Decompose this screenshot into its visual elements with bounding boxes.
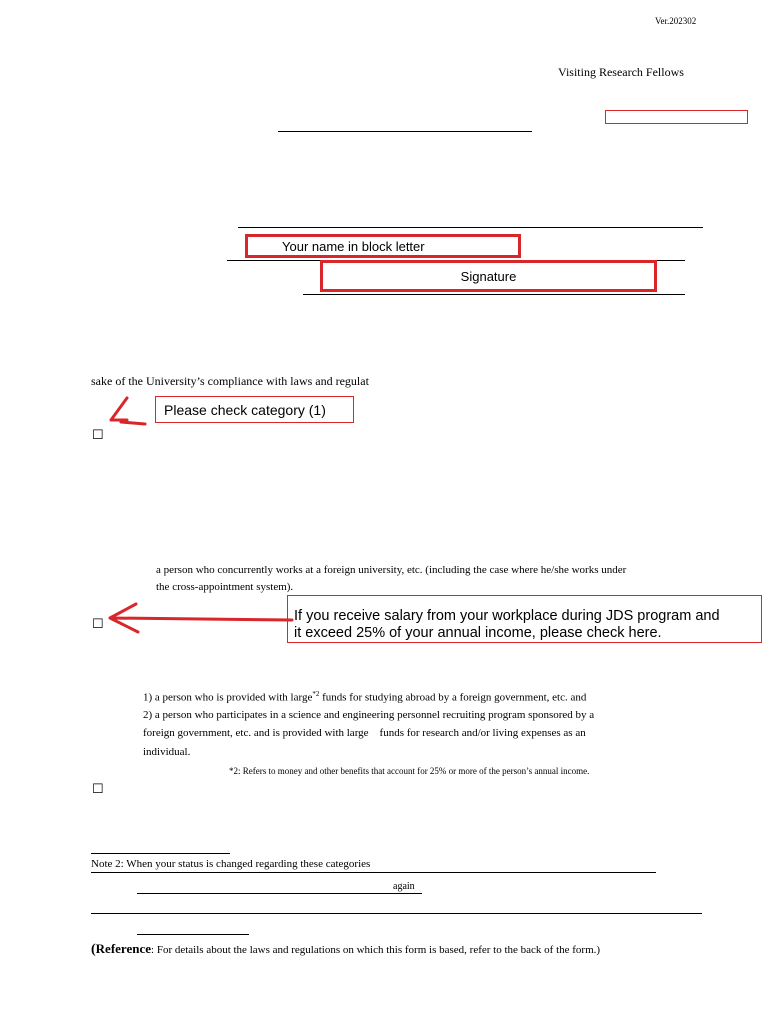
category3-item1-sup: *2 [312, 690, 320, 698]
date-field-highlight[interactable] [605, 110, 748, 124]
salary-callout-text [294, 608, 720, 642]
category1-callout-text: Please check category (1) [164, 402, 326, 418]
reference-rule [137, 934, 249, 935]
name-field-highlight[interactable] [245, 234, 521, 258]
category1-checkbox[interactable]: ☐ [92, 427, 104, 442]
salary-callout-line2: it exceed 25% of your annual income, please check here. [294, 625, 662, 641]
category2-checkbox[interactable]: ☐ [92, 616, 104, 631]
category2-text-line2: the cross-appointment system). [156, 581, 294, 593]
again-underline [137, 893, 422, 894]
name-field-label: Your name in block letter [282, 239, 425, 254]
category1-callout [155, 396, 354, 423]
note2-text: Note 2: When your status is changed regarding these categories [91, 858, 371, 870]
salary-callout-line1: If you receive salary from your workplace during JDS program and [294, 608, 720, 624]
category3-checkbox[interactable]: ☐ [92, 781, 104, 796]
reference-line [91, 941, 600, 958]
note-divider [91, 853, 230, 854]
category3-item2-line3: individual. [143, 746, 191, 758]
signature-field-highlight[interactable] [320, 260, 657, 292]
category3-item2-line1: 2) a person who participates in a science and engineering personnel recruiting program sponsored by a [143, 709, 595, 721]
section-divider [91, 913, 702, 914]
category2-text-line1: a person who concurrently works at a foreign university, etc. (including the case where he/she works under [156, 564, 627, 576]
form-type-title: Visiting Research Fellows [558, 65, 684, 79]
reference-text: : For details about the laws and regulations on which this form is based, refer to the back of the form.) [151, 944, 601, 956]
signature-line [303, 294, 685, 295]
category3-item1-a: 1) a person who is provided with large [143, 691, 313, 704]
reference-open-paren: ( [91, 942, 96, 957]
signature-field-label: Signature [460, 269, 517, 284]
note-again-text: again [393, 881, 415, 892]
category3-item1 [143, 690, 586, 704]
intro-text: sake of the University’s compliance with laws and regulat [91, 374, 369, 388]
footnote-2: *2: Refers to money and other benefits that account for 25% or more of the person’s annual income. [229, 766, 590, 776]
blank-line [278, 131, 532, 132]
arrow-left-icon [100, 600, 295, 636]
reference-label: Reference [95, 941, 152, 956]
arrow-left-icon [105, 392, 157, 428]
affiliation-line [238, 227, 703, 228]
category3-item2-line2: foreign government, etc. and is provided with large funds for research and/or living expenses as an [143, 727, 586, 739]
category3-item1-b: funds for studying abroad by a foreign government, etc. and [319, 691, 587, 704]
note2-underline [91, 872, 656, 873]
salary-callout [287, 595, 762, 643]
version-label: Ver.202302 [655, 16, 697, 26]
